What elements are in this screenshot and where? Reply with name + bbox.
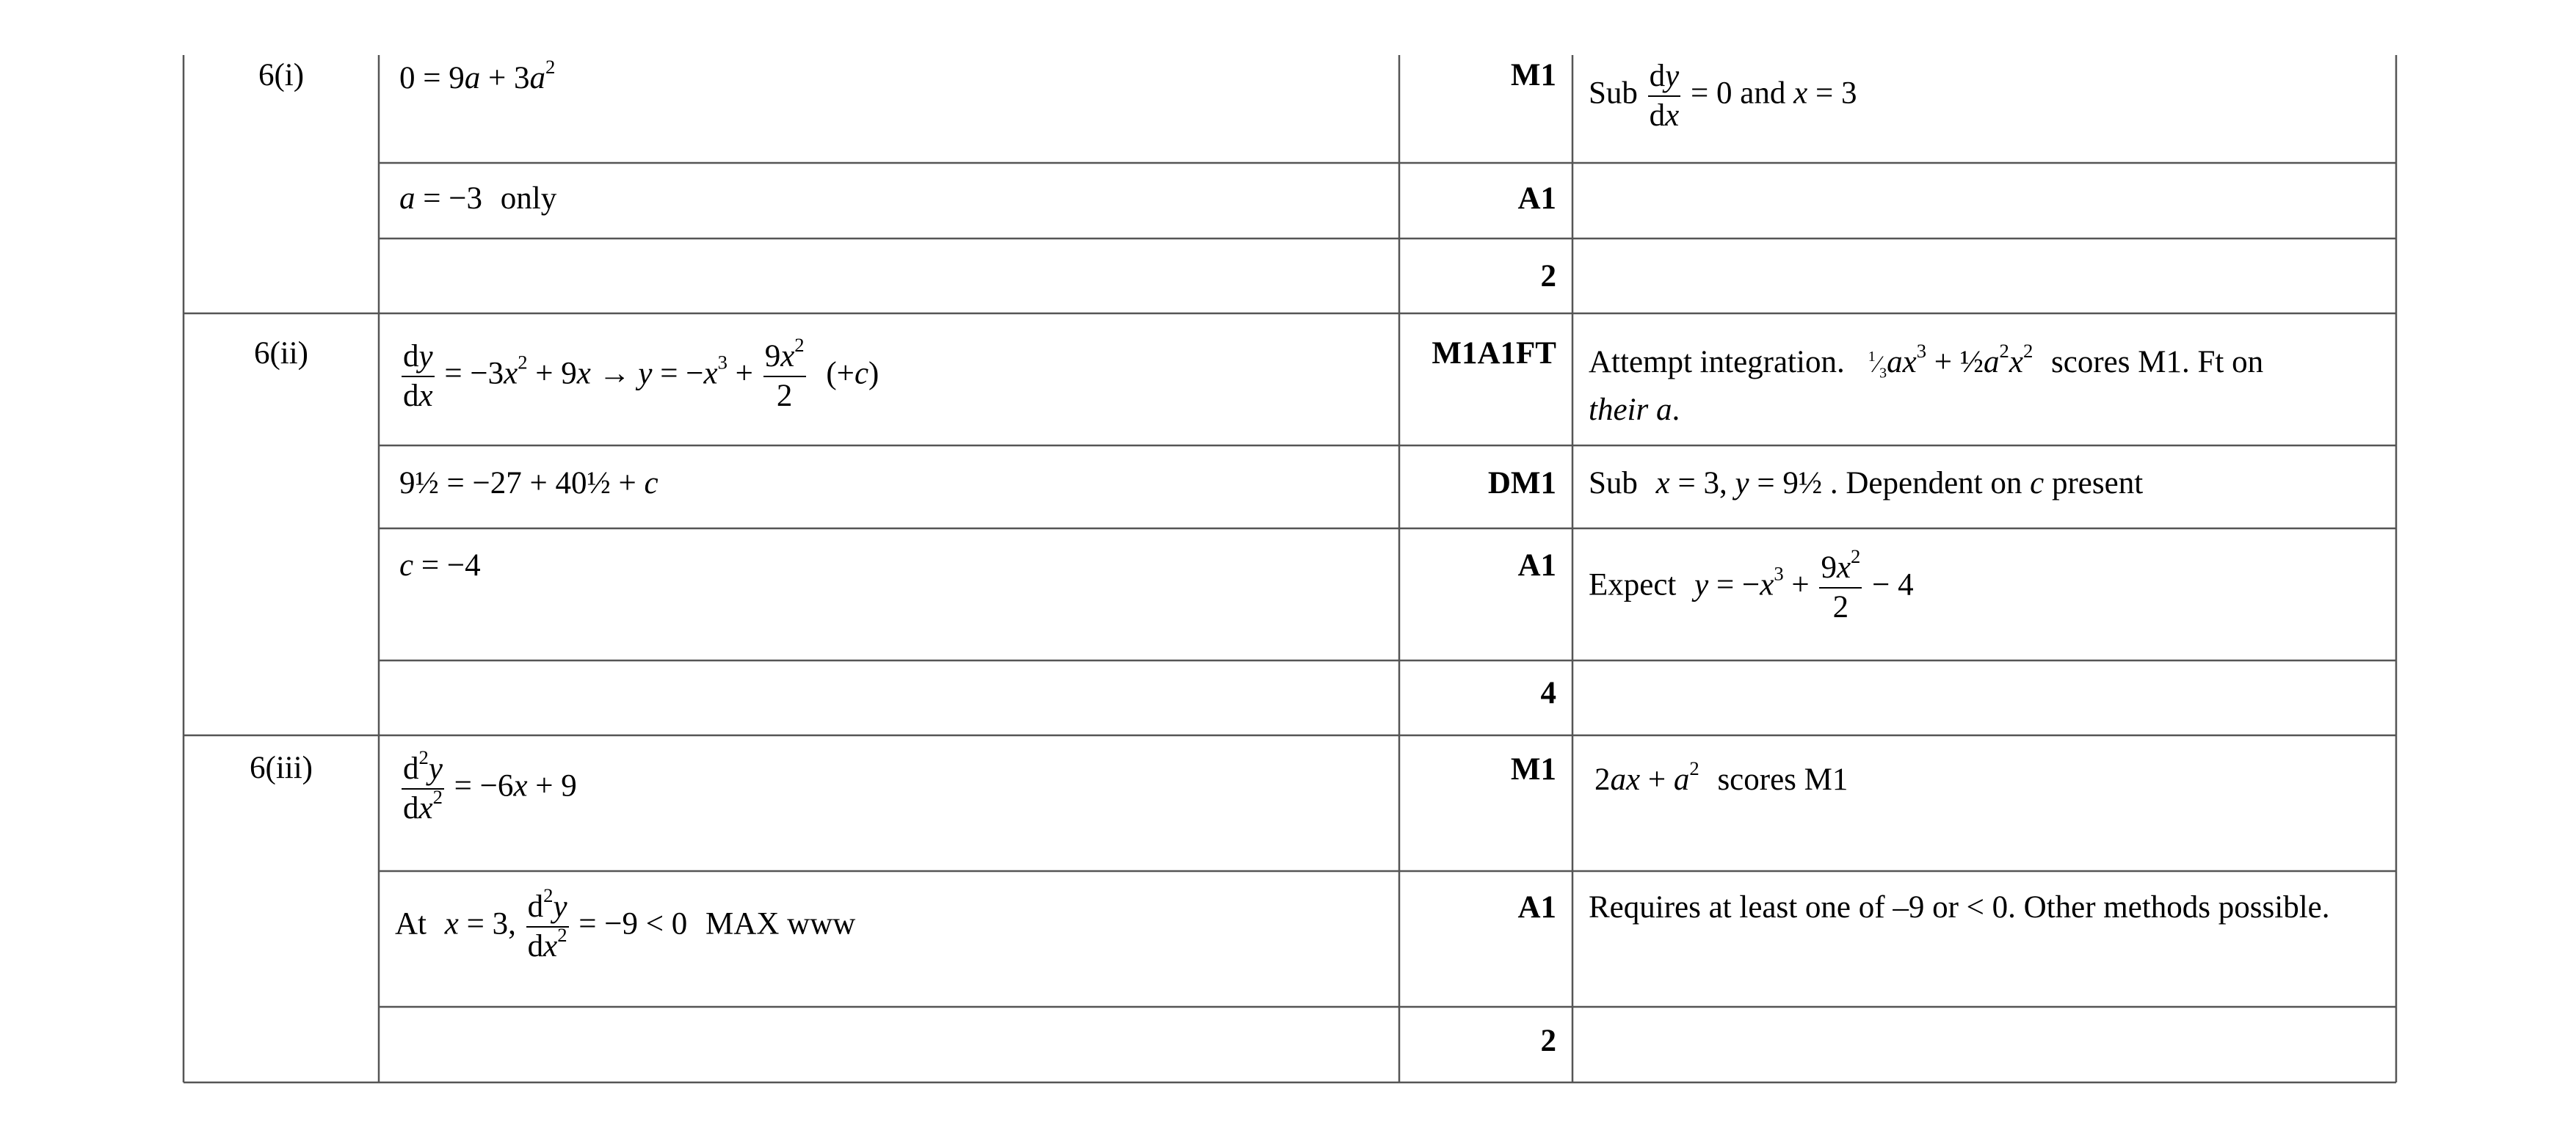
- answer-cell: c = −4: [399, 548, 481, 583]
- guidance-cell: Attempt integration. $^1⁄_3ax^3$ + $\frac{1}{2}a^2x^2$ scores M1. Ft on their a.: [1589, 340, 2264, 427]
- mark-cell: DM1: [1487, 466, 1556, 500]
- mark-cell: A1: [1517, 890, 1556, 925]
- mark-total: 2: [1540, 259, 1556, 294]
- answer-cell: At x = 3, $\frac{d^2y}{dx^2}$ = −9 < 0 MAX www: [395, 884, 856, 964]
- guidance-cell: Requires at least one of –9 or < 0. Other methods possible.: [1589, 890, 2330, 925]
- mark-cell: A1: [1517, 548, 1556, 583]
- mark-total: 2: [1540, 1024, 1556, 1058]
- mark-total: 4: [1540, 676, 1556, 710]
- mark-cell: M1A1FT: [1432, 336, 1556, 371]
- answer-cell: 9½ = −27 + 40½ + c: [399, 466, 658, 500]
- guidance-cell: Sub $\frac{dy}{dx}$ = 0 and x = 3: [1589, 59, 1857, 133]
- guidance-cell: $2ax + a^2$ scores M1: [1594, 757, 1848, 797]
- mark-cell: M1: [1510, 58, 1556, 92]
- question-number: 6(iii): [250, 751, 313, 785]
- answer-cell: $0 = 9a + 3a^2$: [399, 56, 556, 95]
- answer-cell: a = −3 only: [399, 181, 557, 216]
- mark-cell: M1: [1510, 752, 1556, 787]
- guidance-cell: Expect $y = -x^3$ + $\frac{9x^2}{2}$ − 4: [1589, 545, 1914, 625]
- mark-cell: A1: [1517, 181, 1556, 216]
- answer-cell: $\frac{dy}{dx}$ = $-3x^2 + 9x \to y = -x^3$ + $\frac{9x^2}{2}$ (+c): [403, 334, 879, 413]
- guidance-cell: Sub x = 3, y = 9½ . Dependent on c present: [1589, 466, 2144, 500]
- question-number: 6(ii): [253, 336, 309, 371]
- question-number: 6(i): [258, 58, 305, 92]
- answer-cell: $\frac{d^2y}{dx^2}$ = −6x + 9: [403, 746, 577, 826]
